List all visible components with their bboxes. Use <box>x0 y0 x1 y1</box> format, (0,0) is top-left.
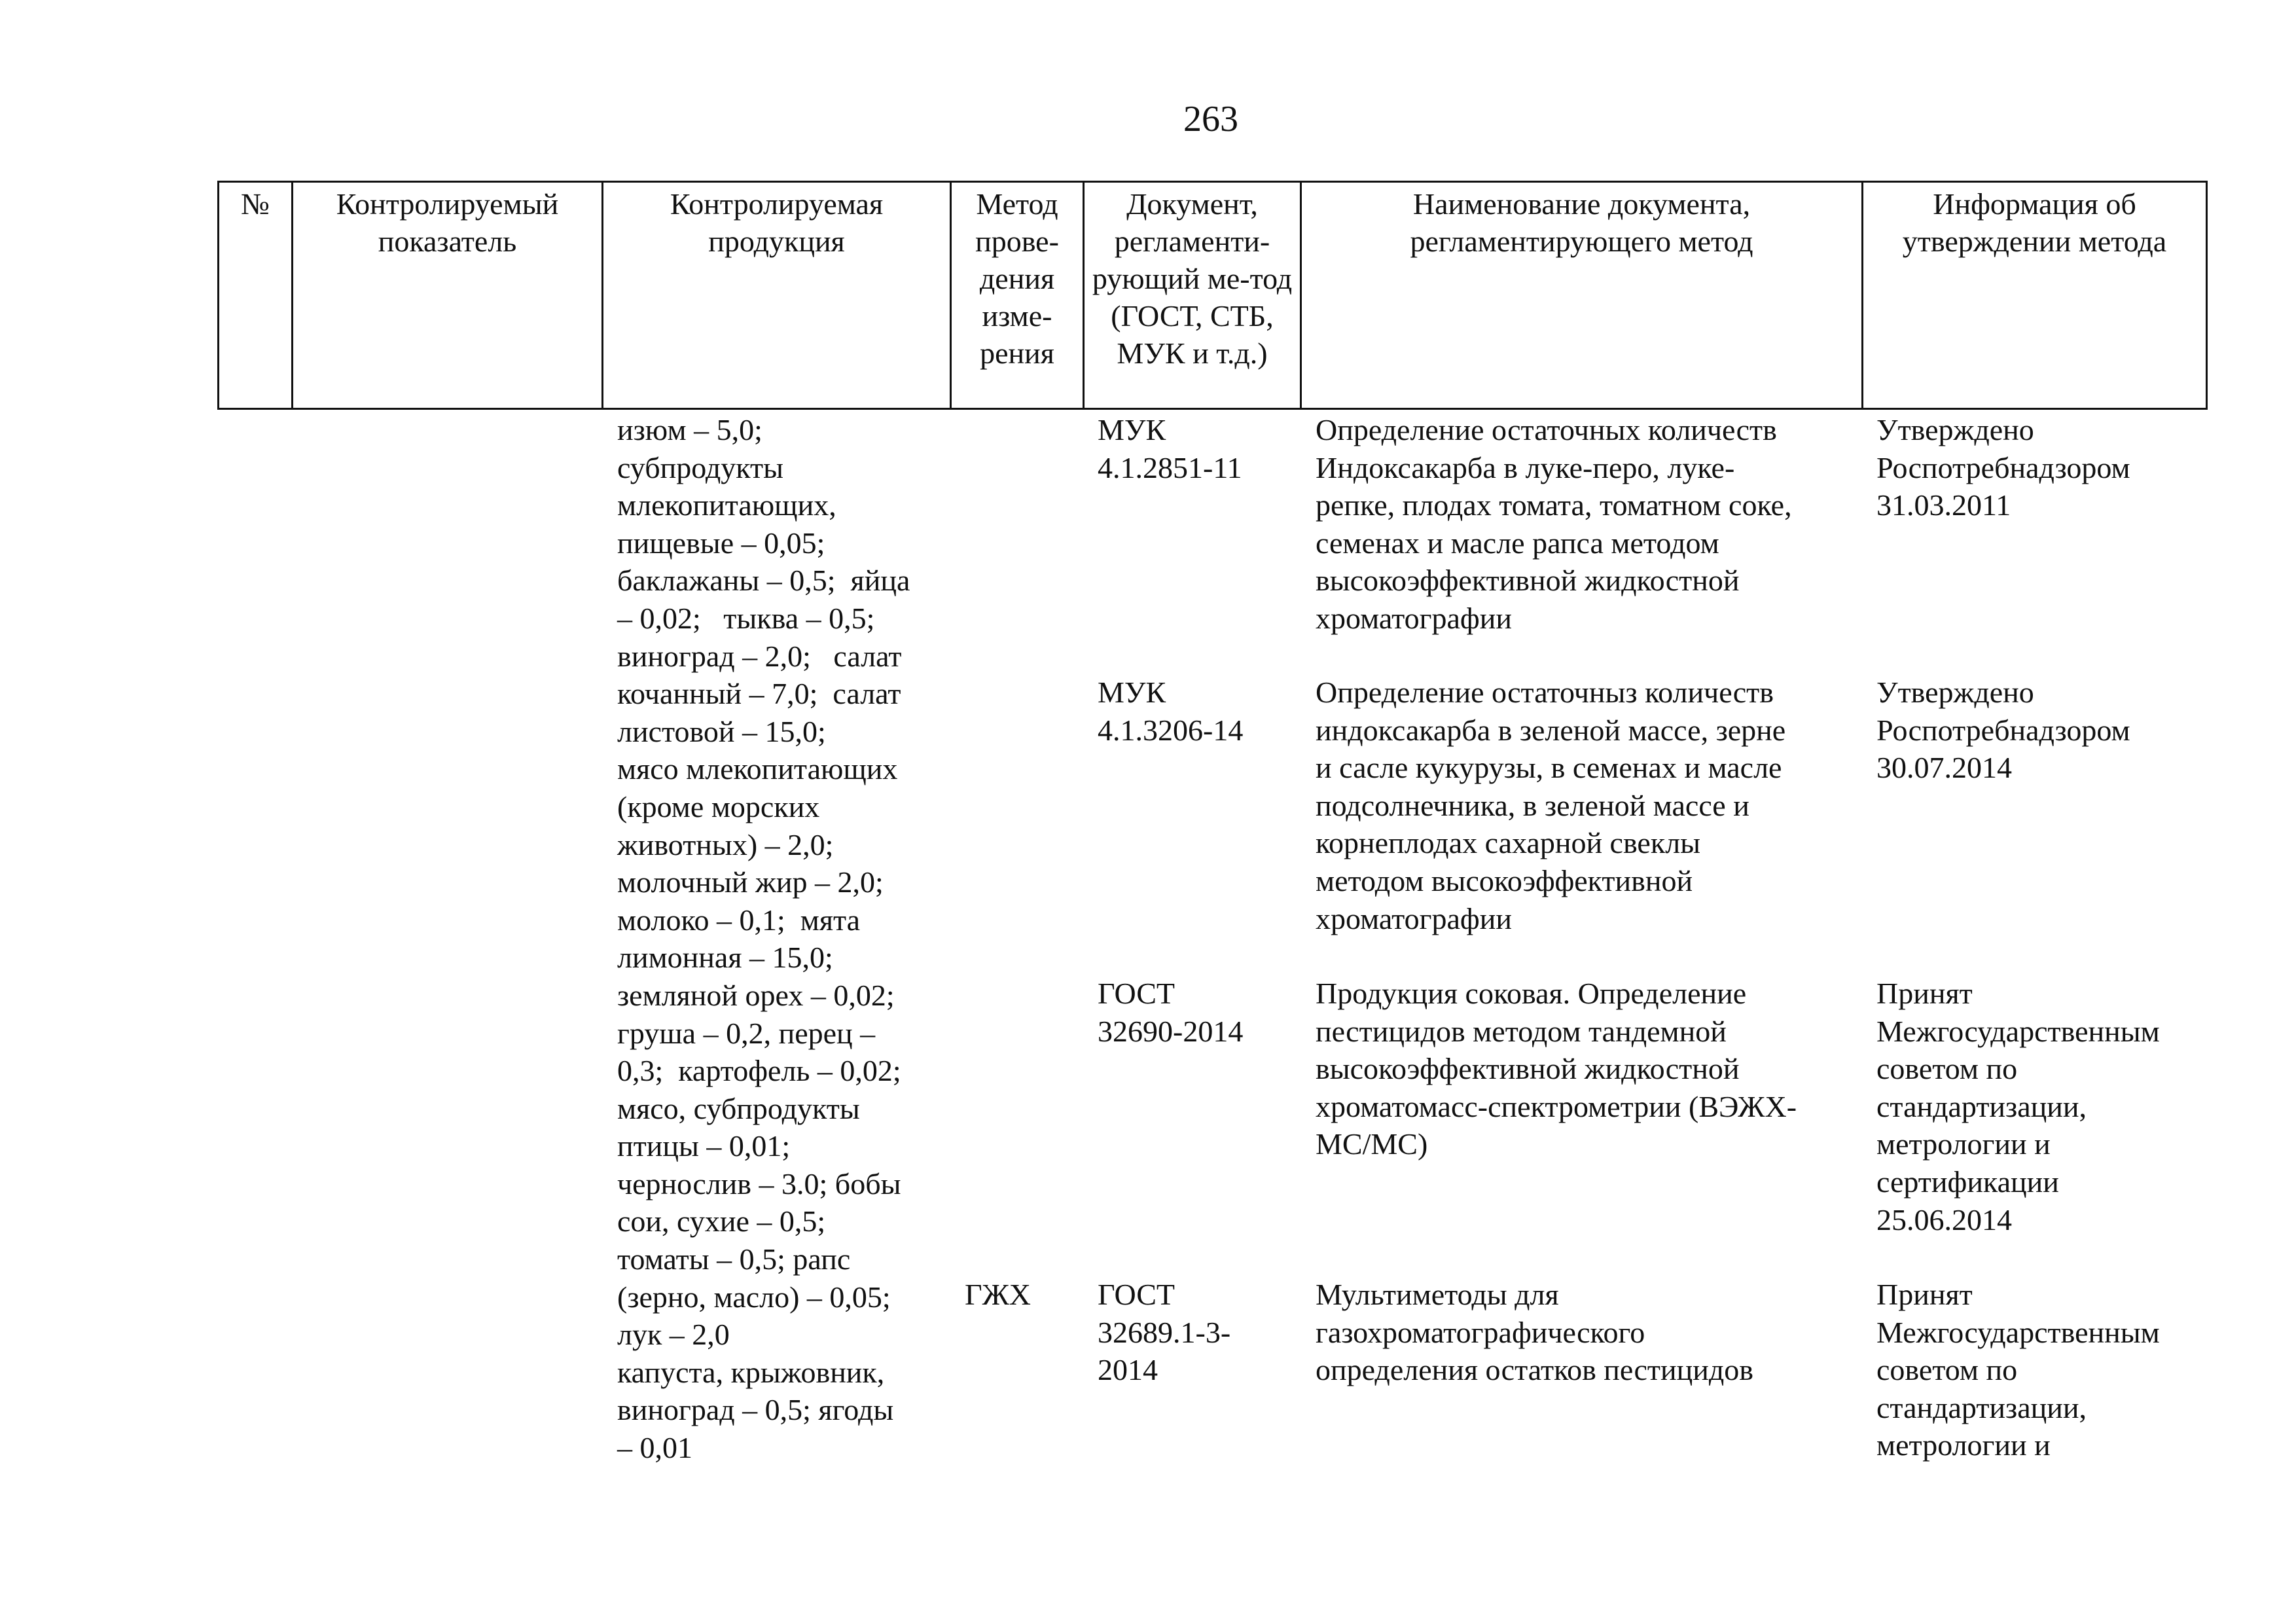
header-number: № <box>219 182 293 409</box>
table-header-row <box>219 182 2207 409</box>
document-code: МУК 4.1.2851-11 <box>1098 413 1242 484</box>
header-indicator: Контролируемый показатель <box>293 182 603 409</box>
document-title: Определение остаточных количеств Индоксакарба в луке-перо, луке- репке, плодах томата, томатном соке, семенах и масле рапса методом высокоэффективной жидкостной хроматографии <box>1316 413 1792 635</box>
measurement-method: ГЖХ <box>965 1278 1031 1311</box>
approval-info: Принят Межгосударственным советом по стандартизации, метрологии и сертификации 25.06.2014 <box>1876 977 2160 1236</box>
header-approval-info: Информация об утверждении метода <box>1863 182 2207 409</box>
document-code: МУК 4.1.3206-14 <box>1098 676 1244 747</box>
document-code: ГОСТ 32689.1-3- 2014 <box>1098 1278 1231 1387</box>
document-code: ГОСТ 32690-2014 <box>1098 977 1244 1048</box>
document-title: Продукция соковая. Определение пестицидов методом тандемной высокоэффективной жидкостной хроматомасс-спектрометрии (ВЭЖХ- МС/МС) <box>1316 977 1797 1161</box>
approval-info: Принят Межгосударственным советом по стандартизации, метрологии и <box>1876 1278 2160 1462</box>
header-method: Метод прове-дения изме-рения <box>951 182 1084 409</box>
table-header <box>217 181 2208 410</box>
header-document-name: Наименование документа, регламентирующего метод <box>1301 182 1863 409</box>
page-number: 263 <box>1183 99 1238 139</box>
header-document: Документ, регламенти-рующий ме-тод (ГОСТ, СТБ, МУК и т.д.) <box>1084 182 1301 409</box>
header-product: Контролируемая продукция <box>603 182 951 409</box>
document-title: Мультиметоды для газохроматографического определения остатков пестицидов <box>1316 1278 1753 1387</box>
document-title: Определение остаточныз количеств индоксакарба в зеленой массе, зерне и сасле кукурузы, в семенах и масле подсолнечника, в зеленой массе и корнеплодах сахарной свеклы методом высокоэффективной хроматографии <box>1316 676 1786 935</box>
approval-info: Утверждено Роспотребнадзором 31.03.2011 <box>1876 413 2130 522</box>
approval-info: Утверждено Роспотребнадзором 30.07.2014 <box>1876 676 2130 785</box>
products-list: изюм – 5,0; субпродукты млекопитающих, пищевые – 0,05; баклажаны – 0,5; яйца – 0,02; тыква – 0,5; виноград – 2,0; салат кочанный – 7,0; салат листовой – 15,0; мясо млекопитающих (кроме морских животных) – 2,0; молочный жир – 2,0; молоко – 0,1; мята лимонная – 15,0; земляной орех – 0,02; груша – 0,2, перец – 0,3; картофель – 0,02; мясо, субпродукты птицы – 0,01; чернослив – 3.0; бобы сои, сухие – 0,5; томаты – 0,5; рапс (зерно, масло) – 0,05; лук – 2,0 капуста, крыжовник, виноград – 0,5; ягоды – 0,01 <box>617 413 910 1465</box>
